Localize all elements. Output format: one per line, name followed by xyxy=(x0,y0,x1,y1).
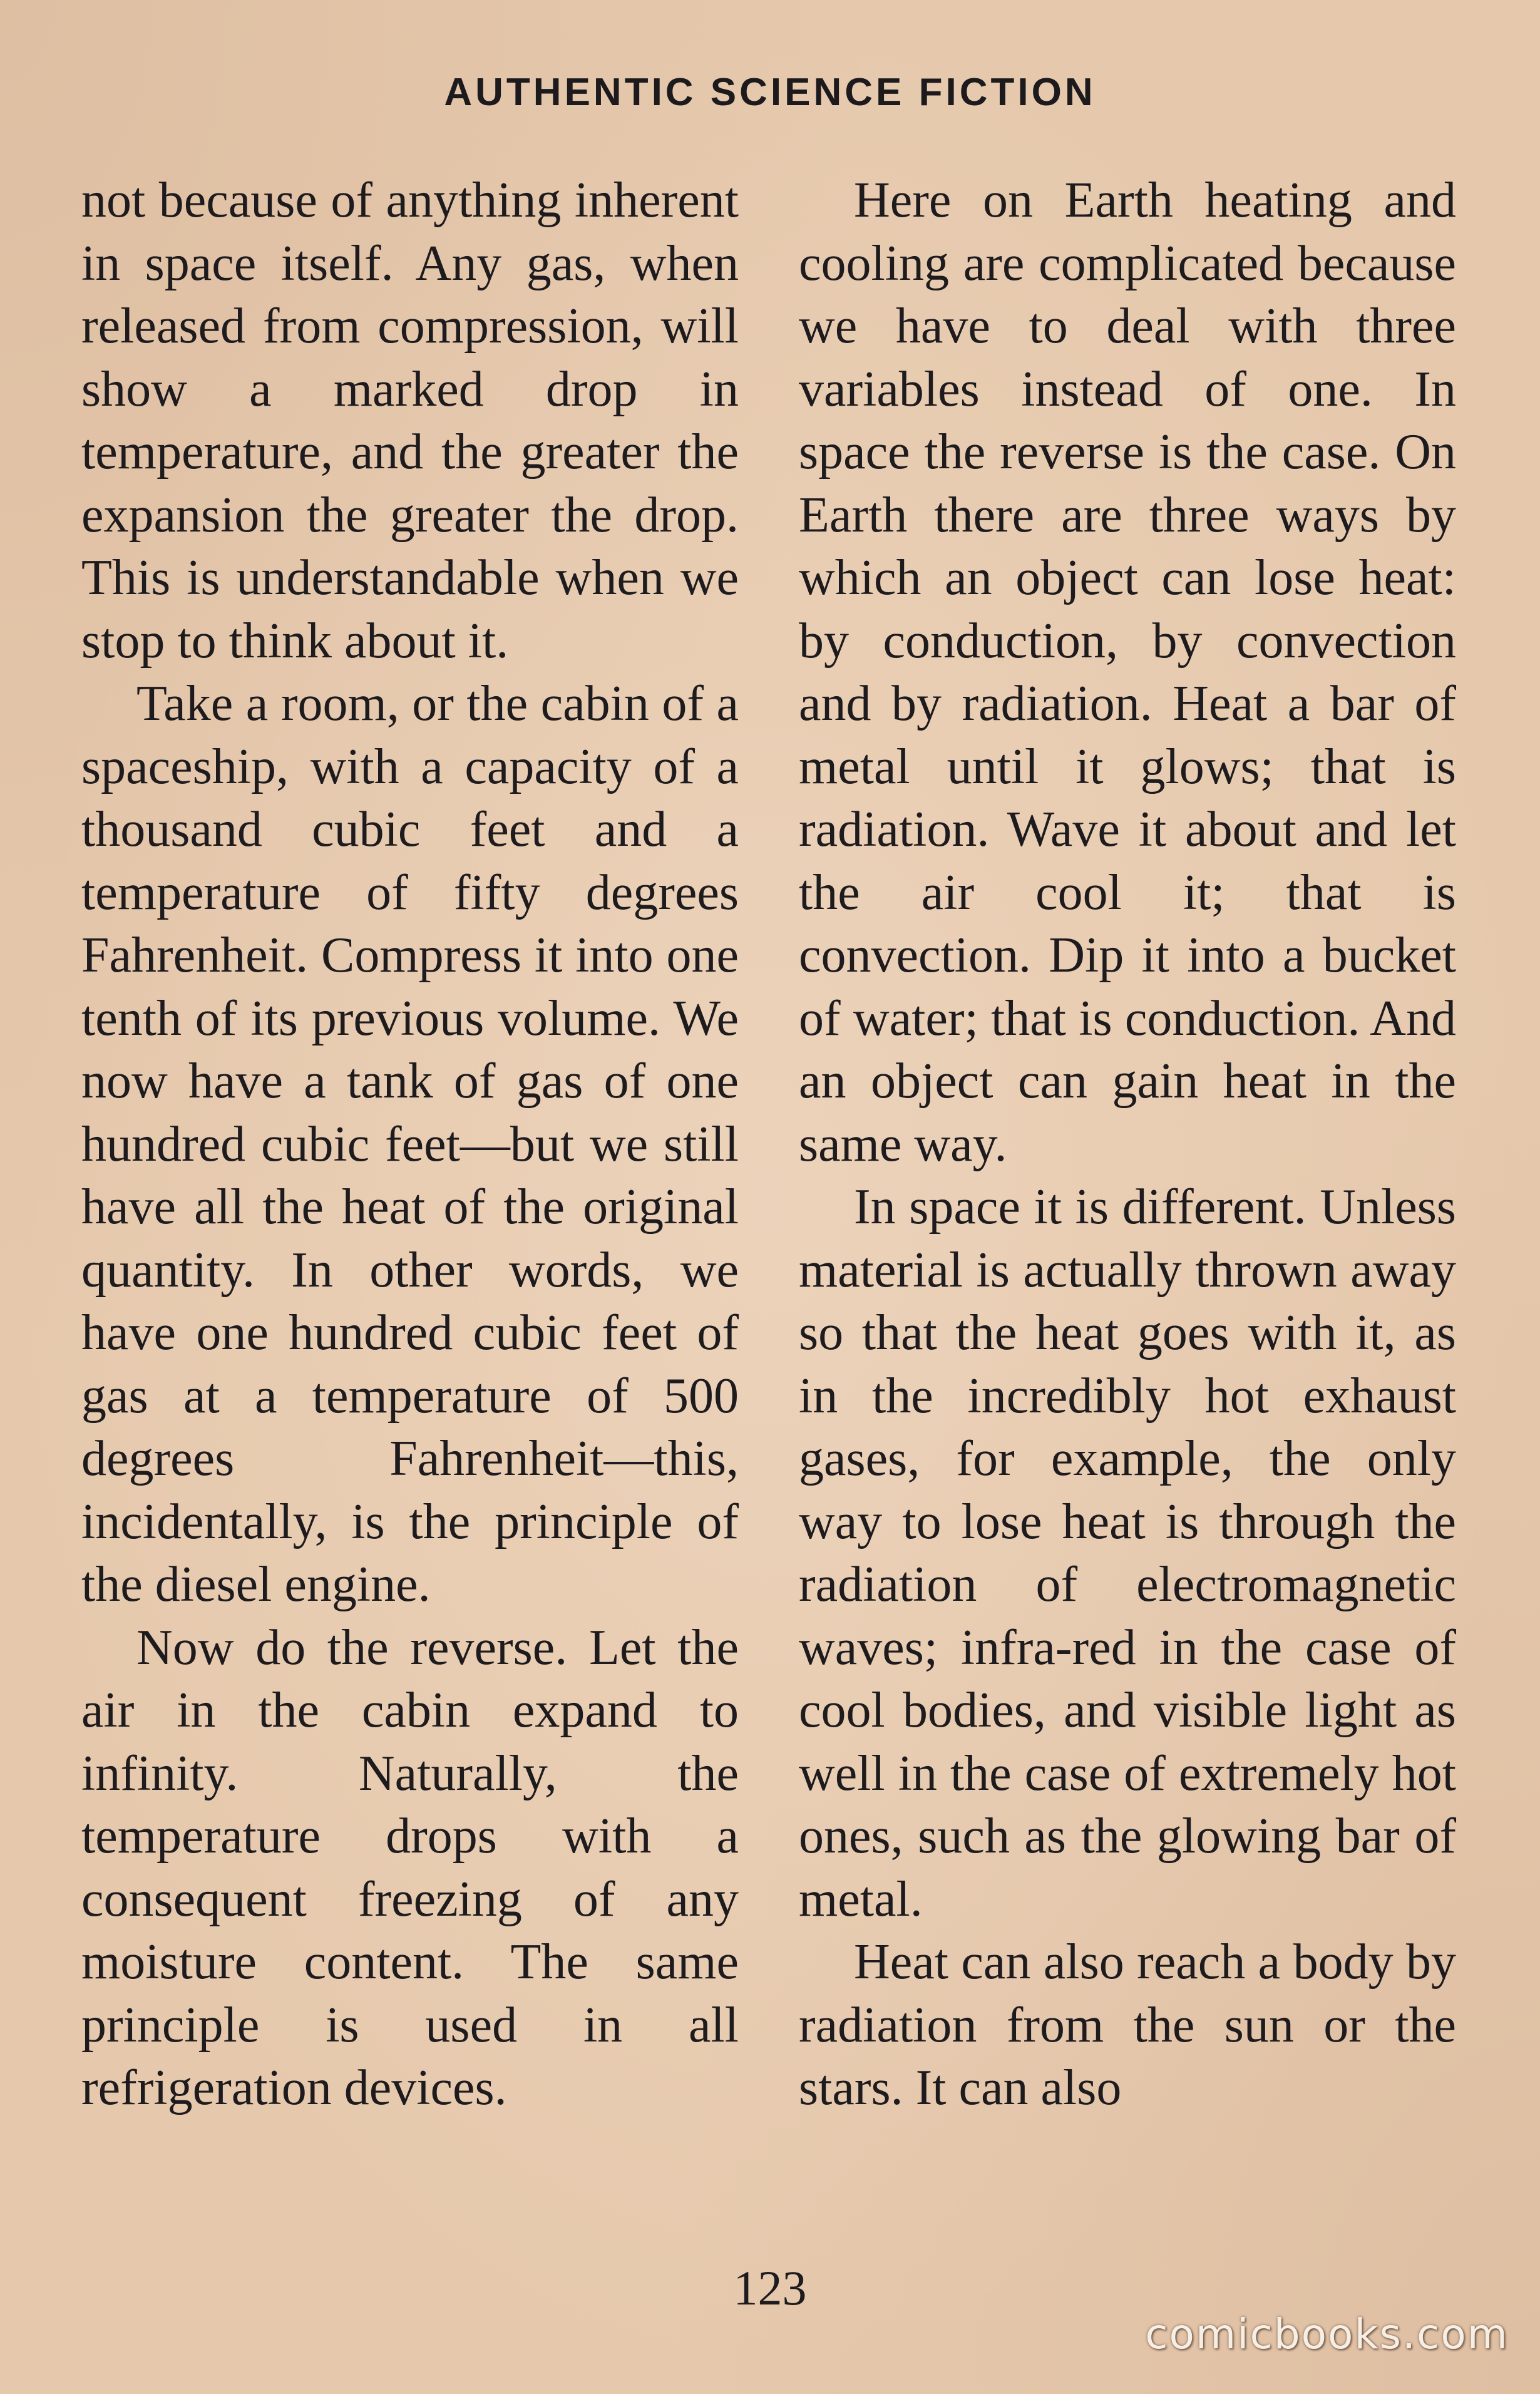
paragraph: Now do the reverse. Let the air in the cabin expand to infinity. Naturally, the temperature drops with a consequent freezing of any moisture content. The same principle is used in all refrigeration devices. xyxy=(81,1620,739,2115)
paragraph: not because of anything inherent in space itself. Any gas, when released from compression, will show a marked drop in temperature, and the greater the expansion the greater the drop. This is understandable when we stop to think about it. xyxy=(81,173,739,669)
running-head: AUTHENTIC SCIENCE FICTION xyxy=(444,71,1096,114)
page-number: 123 xyxy=(733,2261,807,2315)
paragraph: Here on Earth heating and cooling are complicated because we have to deal with three variables instead of one. In space the reverse is the case. On Earth there are three ways by which an object can lose heat: by conduction, by convection and by radiation. Heat a bar of metal until it glows; that is radiation. Wave it about and let the air cool it; that is convection. Dip it into a bucket of water; that is conduction. And an object can gain heat in the same way. xyxy=(799,173,1456,1172)
right-column xyxy=(799,169,1456,2120)
paragraph: Heat can also reach a body by radiation from the sun or the stars. It can also xyxy=(799,1934,1456,2115)
paragraph: In space it is different. Unless material is actually thrown away so that the heat goes with it, as in the incredibly hot exhaust gases, for example, the only way to lose heat is through the radiation of electromagnetic waves; infra-red in the case of cool bodies, and visible light as well in the case of extremely hot ones, such as the glowing bar of metal. xyxy=(799,1179,1456,1927)
watermark: comicbooks.com xyxy=(1145,2310,1509,2358)
paragraph: Take a room, or the cabin of a spaceship, with a capacity of a thousand cubic feet and a temperature of fifty degrees Fahrenheit. Compress it into one tenth of its previous volume. We now have a tank of gas of one hundred cubic feet—but we still have all the heat of the original quantity. In other words, we have one hundred cubic feet of gas at a temperature of 500 degrees Fahrenheit—this, incidentally, is the principle of the diesel engine. xyxy=(81,676,739,1612)
left-column xyxy=(81,169,739,2120)
